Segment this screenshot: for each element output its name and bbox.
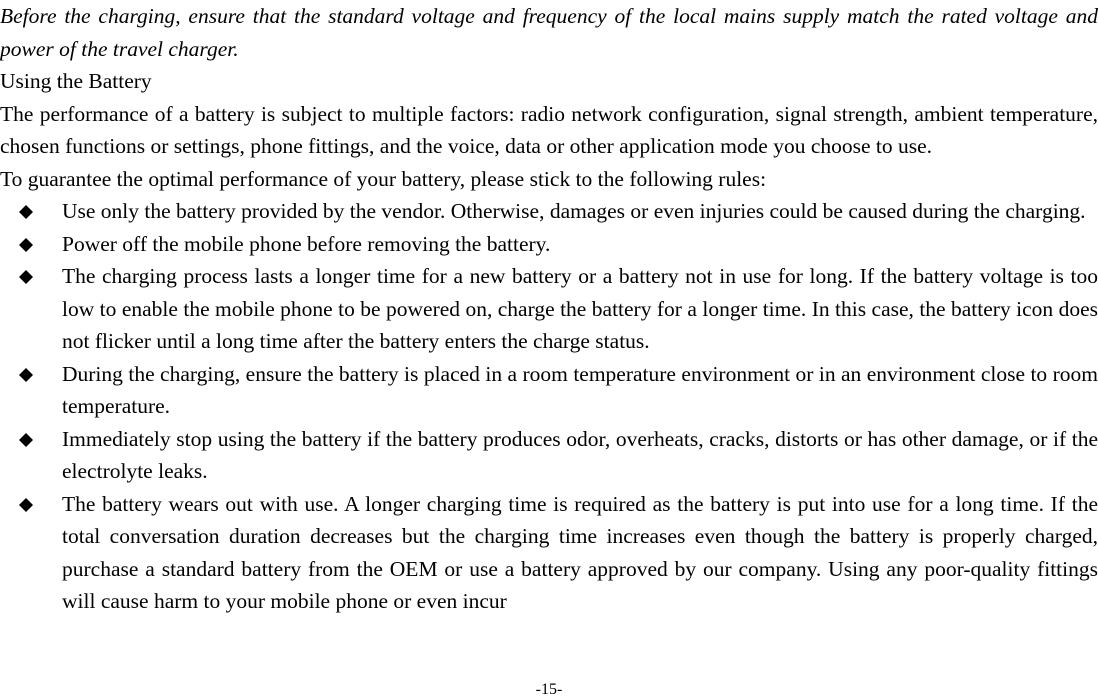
rules-list: [0, 195, 1098, 618]
rule-text: Power off the mobile phone before removing the battery.: [62, 231, 551, 256]
rule-text: The charging process lasts a longer time for a new battery or a battery not in use for long. If the battery voltage is too low to enable the mobile phone to be powered on, charge the battery for a longer time. In this case, the battery icon does not flicker until a long time after the battery enters the charge status.: [62, 264, 1098, 353]
list-item: [0, 260, 1098, 358]
diamond-bullet-icon: [19, 488, 41, 521]
rule-text: During the charging, ensure the battery is placed in a room temperature environment or in an environment close to room temperature.: [62, 361, 1098, 418]
list-item: [0, 228, 1098, 261]
section-heading: Using the Battery: [0, 69, 152, 93]
performance-paragraph: The performance of a battery is subject to multiple factors: radio network configuration, signal strength, ambient temperature, chosen functions or settings, phone fittings, and the voice, data or other application mode you choose to use.: [0, 101, 1098, 158]
diamond-bullet-icon: [19, 423, 41, 456]
rule-text: Use only the battery provided by the vendor. Otherwise, damages or even injuries could be caused during the charging.: [62, 199, 1086, 223]
diamond-bullet-icon: [19, 260, 41, 293]
list-item: [0, 423, 1098, 488]
list-item: [0, 195, 1098, 228]
diamond-bullet-icon: [19, 228, 41, 261]
page-number: -15-: [535, 681, 563, 698]
diamond-bullet-icon: [19, 195, 41, 228]
rules-intro: To guarantee the optimal performance of your battery, please stick to the following rules:: [0, 166, 767, 191]
list-item: [0, 358, 1098, 423]
diamond-bullet-icon: [19, 358, 41, 391]
rule-text: The battery wears out with use. A longer charging time is required as the battery is put into use for a long time. If the total conversation duration decreases but the charging time increases even though the battery is properly charged, purchase a standard battery from the OEM or use a battery approved by our company. Using any poor-quality fittings will cause harm to your mobile phone or even incur: [62, 491, 1098, 613]
charger-note: Before the charging, ensure that the standard voltage and frequency of the local mains supply match the rated voltage and power of the travel charger.: [0, 4, 1098, 61]
rule-text: Immediately stop using the battery if the battery produces odor, overheats, cracks, distorts or has other damage, or if the electrolyte leaks.: [62, 426, 1098, 483]
list-item: [0, 488, 1098, 618]
